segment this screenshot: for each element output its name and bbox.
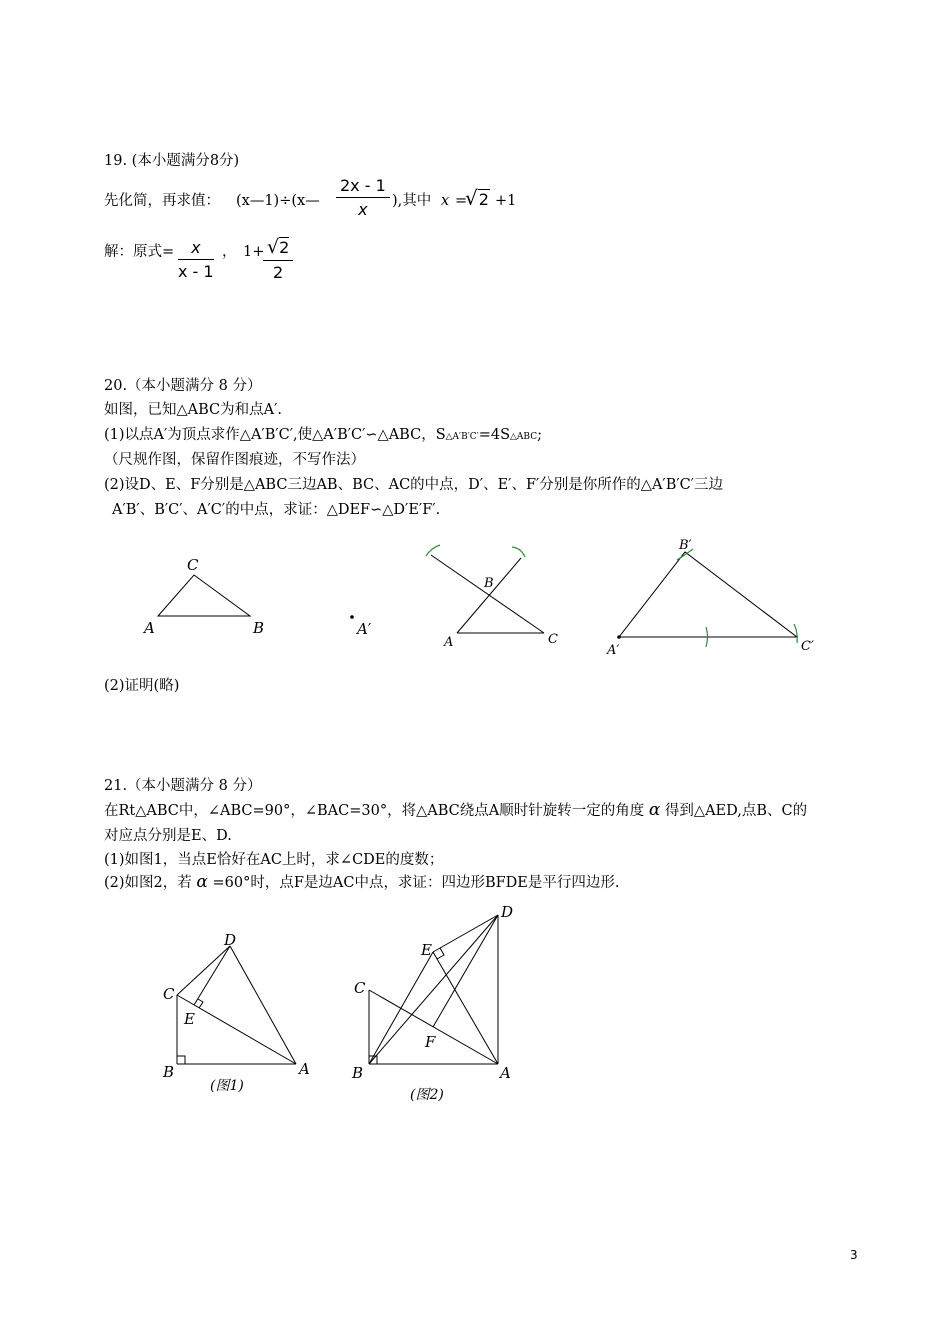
q21-fig2-label-f: F — [425, 1033, 436, 1051]
q19-answer-prefix: 解：原式= — [104, 244, 175, 260]
q21-fig2-side-ed — [433, 915, 498, 952]
q20-fig1-triangle — [158, 575, 250, 616]
q21-line2: 对应点分别是E、D. — [104, 828, 232, 844]
q20-line1: 如图，已知△ABC为和点A′. — [104, 402, 283, 418]
q20-proof: (2)证明(略) — [104, 678, 180, 694]
q21-alpha: α — [648, 800, 661, 820]
q19-x-var: x — [441, 193, 450, 209]
q19-answer-separator: ， — [222, 244, 237, 260]
q21-fig1-label-b: B — [163, 1063, 175, 1081]
q21-fig1-label-d: D — [224, 931, 237, 949]
q19-answer-denominator: x - 1 — [178, 262, 214, 281]
q20-line3: （尺规作图，保留作图痕迹，不写作法） — [104, 452, 365, 468]
q21-figures — [0, 900, 950, 1110]
q20-fig3-label-c-prime: C′ — [801, 639, 814, 654]
q21-fig2-line-fd — [433, 915, 498, 1027]
sqrt-symbol: √ — [267, 236, 280, 258]
q19-answer-value-sqrt: 2 — [279, 238, 290, 257]
q21-line4 — [104, 872, 619, 893]
q20-fig2-arc-left — [426, 545, 440, 556]
q21-fig1-right-angle-b — [177, 1056, 185, 1064]
q21-fig2-label-a: A — [500, 1064, 511, 1082]
q20-fig1-label-b: B — [253, 619, 265, 637]
q21-fig2-label-b: B — [352, 1064, 364, 1082]
q21-line4-b: =60°时，点F是边AC中点，求证：四边形BFDE是平行四边形. — [212, 875, 620, 891]
q19-fraction — [336, 176, 390, 219]
q21-line4-alpha: α — [196, 872, 208, 892]
q20-line2-mid: =4S — [478, 427, 511, 443]
q21-line1-a: 在Rt△ABC中，∠ABC=90°，∠BAC=30°，将△ABC绕点A顺时针旋转一定的角度 — [104, 803, 645, 819]
q21-header: 21.（本小题满分 8 分） — [104, 778, 262, 794]
q21-fig2-side-ea — [433, 952, 498, 1064]
q21-line1 — [104, 800, 807, 821]
q21-fig1-right-angle-e — [198, 999, 203, 1008]
q20-fig3-triangle — [619, 552, 797, 637]
q21-fig1-caption: (图1) — [210, 1078, 244, 1094]
q20-fig3-point-a-prime — [617, 635, 621, 639]
q21-fig1-label-e: E — [184, 1010, 195, 1028]
q21-fig2-line-be — [369, 952, 433, 1064]
q19-answer-value-prefix: 1+ — [243, 244, 265, 260]
q20-line2-sub2: △ABC — [510, 432, 538, 442]
q19-prompt-prefix: 先化简，再求值： — [104, 193, 220, 209]
q19-header: 19. (本小题满分8分) — [104, 153, 240, 169]
q19-answer-value-fraction — [263, 236, 293, 282]
q19-fraction-numerator: 2x - 1 — [336, 176, 390, 198]
q21-fig2-label-e: E — [421, 941, 432, 959]
q21-fig1-label-c: C — [163, 985, 175, 1003]
q20-figures — [0, 530, 950, 670]
q19-answer-numerator: x — [178, 238, 214, 260]
q21-fig1-side-da — [230, 946, 296, 1064]
q21-fig1-side-de — [194, 946, 230, 1005]
q19-answer-fraction — [178, 238, 214, 281]
q19-x-eq: = — [455, 193, 468, 209]
q20-line4: (2)设D、E、F分别是△ABC三边AB、BC、AC的中点，D′、E′、F′分别是你所作的△A′B′C′三边 — [104, 477, 724, 493]
q20-fig1-label-a-prime: A′ — [357, 620, 372, 638]
q19-expr-open: (x—1)÷(x— — [236, 193, 320, 209]
q19-fraction-denominator: x — [358, 200, 368, 219]
q20-fig1-label-c: C — [187, 556, 199, 574]
q21-fig2-label-c: C — [354, 979, 366, 997]
page-number: 3 — [850, 1248, 858, 1262]
q20-line5: A′B′、B′C′、A′C′的中点，求证：△DEF∽△D′E′F′. — [112, 502, 441, 518]
q20-fig2-arc-right — [512, 547, 525, 557]
q20-fig2-label-c: C — [548, 632, 558, 647]
sqrt-symbol: √ — [465, 186, 478, 210]
q21-fig2-label-d: D — [501, 903, 514, 921]
q20-fig2-label-a: A — [444, 635, 454, 650]
q21-fig1-side-cd — [177, 946, 230, 995]
q21-fig2-caption: (图2) — [410, 1087, 444, 1103]
q20-fig3-label-a-prime: A′ — [607, 643, 620, 658]
q20-line2-end: ; — [537, 427, 542, 443]
q20-line2 — [104, 425, 542, 447]
q19-answer-value-denominator: 2 — [273, 263, 284, 282]
q20-fig2-line-cb — [431, 555, 544, 633]
q20-line2-main: (1)以点A′为顶点求作△A′B′C′,使△A′B′C′∽△ABC，S — [104, 427, 446, 443]
q21-fig1-side-ca — [177, 995, 296, 1064]
q19-answer-value-numerator — [263, 236, 293, 261]
q19-plus-one: +1 — [495, 193, 517, 209]
q19-sqrt-value: 2 — [478, 190, 489, 209]
q20-fig3-label-b-prime: B′ — [679, 538, 692, 553]
q20-point-a-prime — [350, 615, 354, 619]
q19-sqrt — [465, 186, 490, 210]
q20-header: 20.（本小题满分 8 分） — [104, 378, 262, 394]
q21-line3: (1)如图1，当点E恰好在AC上时，求∠CDE的度数； — [104, 852, 444, 868]
q20-line2-sub1: △A′B′C′ — [445, 432, 479, 442]
q20-fig2-label-b: B — [484, 576, 494, 591]
q21-fig1-label-a: A — [299, 1060, 310, 1078]
q21-line4-a: (2)如图2，若 — [104, 875, 192, 891]
q20-fig1-label-a: A — [144, 619, 155, 637]
q20-fig3-arc-c — [794, 624, 797, 643]
q21-line1-b: 得到△AED,点B、C的 — [664, 803, 808, 819]
q19-expr-close: ),其中 — [392, 193, 432, 209]
